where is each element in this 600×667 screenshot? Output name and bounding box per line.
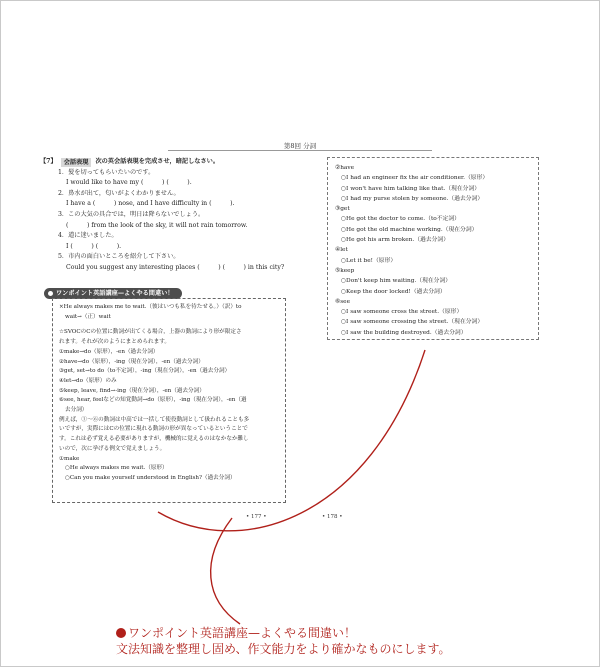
tip-line: ○Can you make yourself understood in English?（過去分詞）	[65, 474, 236, 481]
example-heading: ④let	[335, 247, 348, 254]
question-badge: 会話表現	[61, 158, 92, 167]
tip-line: ①make	[59, 455, 80, 462]
question-en: Could you suggest any interesting places ( ) ( ) in this city?	[66, 263, 285, 271]
tip-line: ①make→do（原形），-en（過去分詞）	[59, 348, 159, 355]
example-heading: ②have	[335, 165, 355, 171]
bullet-icon	[116, 628, 126, 638]
example-line: ○Keep the door locked!（過去分詞）	[341, 288, 446, 295]
question-en: I would like to have my ( ) ( ).	[66, 179, 192, 187]
question-jp: 5．市内の面白いところを紹介して下さい。	[58, 253, 180, 261]
tip-line: ⑥see, hear, feelなどの知覚動詞→do（原形），-ing（現在分詞），-en（過	[59, 397, 247, 404]
question-instruction: 次の英会話表現を完成させ，暗記しなさい。	[95, 158, 220, 165]
example-line: ○Don't keep him waiting.（現在分詞）	[341, 278, 452, 285]
question-en: ( ) from the look of the sky, it will not rain tomorrow.	[66, 221, 248, 229]
tip-line: ②have→do（原形），-ing（現在分詞），-en（過去分詞）	[59, 358, 204, 365]
tip-line: ③get, set→to do（to不定詞），-ing（現在分詞），-en（過去分詞）	[59, 368, 231, 375]
example-line: ○I had my purse stolen by someone.（過去分詞）	[341, 195, 484, 202]
example-heading: ⑥see	[335, 298, 351, 305]
example-line: ○I won't have him talking like that.（現在分詞）	[341, 185, 481, 192]
tip-line: ④let→do（原形）のみ	[59, 377, 117, 384]
question-en: I ( ) ( ).	[66, 242, 122, 250]
tip-line: ○He always makes me wait.（原形）	[65, 465, 168, 472]
example-line: ○I saw the building destroyed.（過去分詞）	[341, 329, 467, 336]
example-line: ○He got the doctor to come.（to不定詞）	[341, 216, 460, 223]
example-heading: ⑤keep	[335, 267, 355, 274]
example-line: ○I saw someone crossing the street.（現在分詞）	[341, 319, 484, 326]
tip-line: wait→（正）wait	[65, 313, 111, 320]
example-line: ○I saw someone cross the street.（原形）	[341, 309, 463, 316]
page-number-left: • 177 •	[246, 514, 267, 520]
page-header-text: 第8回 分詞	[283, 142, 317, 150]
caption	[116, 625, 516, 657]
example-line: ○Let it be!（原形）	[341, 257, 397, 264]
question-jp: 2．鼻水が出て，匂いがよくわかりません。	[58, 189, 180, 197]
tip-line: れます。それが次のようにまとめられます。	[59, 339, 170, 346]
tip-line: ⑤keep, leave, find→-ing（現在分詞），-en（過去分詞）	[59, 387, 205, 394]
tip-title-text: ワンポイント英語講座—よくやる間違い！	[56, 290, 174, 297]
tip-line: ×He always makes me to wait.（彼はいつも私を待たせる。）（訳）to	[59, 304, 242, 310]
question-number: 【7】	[40, 158, 57, 165]
question-jp: 1．髪を切ってもらいたいのです。	[58, 168, 155, 176]
pointer-curve	[211, 518, 240, 624]
example-heading: ③get	[335, 206, 350, 213]
tip-line: 例えば，①〜⑥の動詞は中高では一括して使役動詞として扱われることも多	[59, 416, 250, 423]
tip-line: いですが，実際にはCの位置に現れる動詞の形が異なっているということで	[59, 426, 248, 433]
question-jp: 4．道に迷いました。	[58, 232, 118, 240]
tip-line: す。これは必ず覚える必要がありますが，機械的に覚えるのはなかなか難し	[59, 436, 249, 443]
question-en: I have a ( ) nose, and I have difficulty in ( ).	[66, 200, 235, 208]
question-jp: 3．この大気の具合では，明日は降らないでしょう。	[58, 210, 205, 218]
tip-line: いので，次に挙げる例文で覚えましょう。	[59, 445, 166, 452]
example-line: ○He got the old machine working.（現在分詞）	[341, 226, 478, 233]
page-number-right: • 178 •	[322, 514, 343, 520]
caption-line-2: 文法知識を整理し固め、作文能力をより確かなものにします。	[116, 642, 451, 656]
tip-line: ☆SVOCのCの位置に動詞が出てくる場合，上器の動詞により形が限定さ	[59, 329, 242, 336]
tip-line: 去分詞）	[65, 407, 88, 414]
example-line: ○He got his arm broken.（過去分詞）	[341, 237, 450, 244]
example-line: ○I had an engineer fix the air conditioner.（原形）	[341, 175, 489, 182]
arc-curve	[158, 350, 425, 531]
caption-line-1: ワンポイント英語講座—よくやる間違い！	[128, 626, 357, 640]
